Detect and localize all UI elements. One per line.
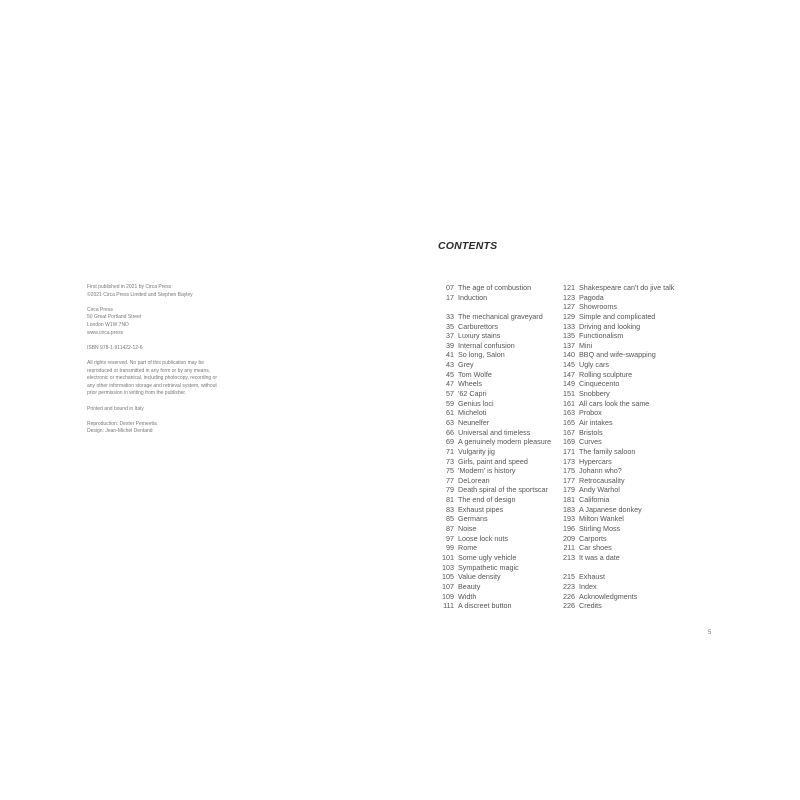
toc-page-number: 135 xyxy=(563,331,575,341)
toc-page-number: 151 xyxy=(563,389,575,399)
toc-entry xyxy=(430,553,551,563)
toc-chapter-title: Beauty xyxy=(458,581,481,591)
toc-page-number: 85 xyxy=(446,514,454,524)
toc-entry xyxy=(551,505,674,515)
toc-entry xyxy=(430,379,551,389)
toc-page-number: 63 xyxy=(446,417,454,427)
imprint-line: Printed and bound in Italy xyxy=(87,405,144,412)
toc-chapter-title: '62 Capri xyxy=(458,389,487,399)
toc-page-number: 45 xyxy=(446,369,454,379)
toc-chapter-title: Carports xyxy=(579,533,607,543)
toc-chapter-title: Germans xyxy=(458,514,488,524)
toc-column-1 xyxy=(430,283,551,611)
toc-page-number: 165 xyxy=(563,417,575,427)
toc-chapter-title: Milton Wankel xyxy=(579,514,624,524)
toc-entry xyxy=(551,283,674,293)
toc-chapter-title: Andy Warhol xyxy=(579,485,620,495)
toc-entry xyxy=(430,360,551,370)
imprint-line: London W1W 7ND xyxy=(87,321,129,328)
toc-chapter-title: Pagoda xyxy=(579,292,604,302)
toc-entry xyxy=(430,563,551,573)
toc-chapter-title: A Japanese donkey xyxy=(579,504,642,514)
toc-entry xyxy=(430,283,551,293)
toc-entry xyxy=(551,466,674,476)
toc-chapter-title: Universal and timeless xyxy=(458,427,531,437)
toc-page-number: 37 xyxy=(446,331,454,341)
toc-entry xyxy=(430,505,551,515)
toc-entry xyxy=(551,389,674,399)
toc-page-number: 101 xyxy=(442,552,454,562)
toc-page-number: 183 xyxy=(563,504,575,514)
toc-chapter-title: Ugly cars xyxy=(579,360,609,370)
imprint-block xyxy=(87,406,237,414)
toc-entry xyxy=(430,418,551,428)
toc-page-number: 215 xyxy=(563,572,575,582)
imprint-line: prior permission in writing from the publisher. xyxy=(87,390,187,397)
toc-page-number: 181 xyxy=(563,495,575,505)
toc-page-number: 33 xyxy=(446,311,454,321)
toc-chapter-title: Cinquecento xyxy=(579,379,620,389)
toc-entry xyxy=(551,408,674,418)
toc-page-number: 81 xyxy=(446,495,454,505)
toc-entry xyxy=(551,592,674,602)
toc-entry xyxy=(551,485,674,495)
toc-chapter-title: Hypercars xyxy=(579,456,612,466)
imprint-block xyxy=(87,284,237,299)
imprint-block xyxy=(87,421,237,436)
toc-entry xyxy=(551,428,674,438)
toc-entry xyxy=(430,582,551,592)
toc-chapter-title: Internal confusion xyxy=(458,340,515,350)
toc-entry xyxy=(551,601,674,611)
toc-page-number: 17 xyxy=(446,292,454,302)
toc-page-number: 133 xyxy=(563,321,575,331)
imprint-line: electronic or mechanical, including photocopy, recording or xyxy=(87,375,217,382)
toc-page-number: 175 xyxy=(563,466,575,476)
toc-entry xyxy=(551,437,674,447)
toc-page-number: 226 xyxy=(563,601,575,611)
imprint-line: ISBN 978-1-911422-12-6 xyxy=(87,344,143,351)
toc-chapter-title: 'Modern' is history xyxy=(458,466,516,476)
toc-page-number: 99 xyxy=(446,543,454,553)
toc-chapter-title: Exhaust xyxy=(579,572,605,582)
toc-entry xyxy=(430,466,551,476)
toc-entry xyxy=(551,322,674,332)
toc-page-number: 213 xyxy=(563,552,575,562)
toc-entry xyxy=(430,350,551,360)
toc-entry xyxy=(430,524,551,534)
toc-entry xyxy=(551,379,674,389)
toc-entry xyxy=(551,331,674,341)
toc-chapter-title: Girls, paint and speed xyxy=(458,456,528,466)
imprint-line: Design: Jean-Michel Dentand xyxy=(87,428,153,435)
contents-heading: CONTENTS xyxy=(438,240,498,252)
toc-entry xyxy=(551,543,674,553)
toc-chapter-title: Air intakes xyxy=(579,417,613,427)
toc-page-number: 226 xyxy=(563,591,575,601)
toc-entry xyxy=(551,563,674,573)
toc-page-number: 167 xyxy=(563,427,575,437)
imprint-line: Reproduction: Dexter Pemeetia xyxy=(87,420,157,427)
toc-entry xyxy=(551,572,674,582)
toc-chapter-title: Driving and looking xyxy=(579,321,641,331)
toc-page-number: 75 xyxy=(446,466,454,476)
toc-page-number: 61 xyxy=(446,408,454,418)
toc-chapter-title: Acknowledgments xyxy=(579,591,638,601)
toc-entry xyxy=(551,457,674,467)
toc-chapter-title: Mini xyxy=(579,340,593,350)
toc-entry xyxy=(430,601,551,611)
toc-entry xyxy=(551,524,674,534)
imprint-page xyxy=(87,284,237,443)
toc-entry xyxy=(430,457,551,467)
toc-page-number: 127 xyxy=(563,302,575,312)
toc-page-number: 111 xyxy=(443,601,454,611)
toc-page-number: 171 xyxy=(563,446,575,456)
toc-entry xyxy=(551,370,674,380)
toc-chapter-title: Luxury stains xyxy=(458,331,501,341)
toc-chapter-title: BBQ and wife-swapping xyxy=(579,350,656,360)
toc-entry xyxy=(430,572,551,582)
toc-page-number: 140 xyxy=(563,350,575,360)
toc-chapter-title: Rolling sculpture xyxy=(579,369,633,379)
toc-page-number: 97 xyxy=(446,533,454,543)
toc-page-number: 109 xyxy=(442,591,454,601)
toc-page-number: 73 xyxy=(446,456,454,466)
toc-page-number: 39 xyxy=(446,340,454,350)
toc-chapter-title: Retrocausality xyxy=(579,475,625,485)
toc-chapter-title: Johann who? xyxy=(579,466,622,476)
toc-page-number: 71 xyxy=(446,446,454,456)
toc-chapter-title: Vulgarity jig xyxy=(458,446,495,456)
toc-page-number: 209 xyxy=(563,533,575,543)
toc-chapter-title: Genius loci xyxy=(458,398,494,408)
toc-column-2 xyxy=(551,283,674,611)
toc-chapter-title: Functionalism xyxy=(579,331,624,341)
toc-entry xyxy=(430,592,551,602)
toc-chapter-title: Exhaust pipes xyxy=(458,504,504,514)
toc-page-number: 121 xyxy=(563,283,575,292)
toc-entry xyxy=(430,408,551,418)
toc-entry xyxy=(551,447,674,457)
toc-page-number: 163 xyxy=(563,408,575,418)
toc-entry xyxy=(430,514,551,524)
imprint-block xyxy=(87,307,237,337)
imprint-line: www.circa.press xyxy=(87,329,124,336)
toc-page-number: 69 xyxy=(446,437,454,447)
toc-chapter-title: Curves xyxy=(579,437,602,447)
toc-chapter-title: Loose lock nuts xyxy=(458,533,508,543)
toc-entry xyxy=(430,437,551,447)
toc-page-number: 07 xyxy=(446,283,454,292)
toc-entry xyxy=(551,553,674,563)
toc-entry xyxy=(430,476,551,486)
toc-chapter-title: Some ugly vehicle xyxy=(458,552,517,562)
toc-entry xyxy=(551,418,674,428)
toc-chapter-title: Wheels xyxy=(458,379,482,389)
toc-page-number: 105 xyxy=(442,572,454,582)
toc-chapter-title: DeLorean xyxy=(458,475,490,485)
toc-entry xyxy=(430,302,551,312)
toc-entry xyxy=(551,514,674,524)
toc-page-number: 177 xyxy=(563,475,575,485)
toc-page-number: 147 xyxy=(563,369,575,379)
toc-chapter-title: Showrooms xyxy=(579,302,617,312)
imprint-line: reproduced or transmitted in any form or by any means, xyxy=(87,367,211,374)
toc-chapter-title: Bristols xyxy=(579,427,603,437)
imprint-line: ©2021 Circa Press Limited and Stephen Bayley xyxy=(87,291,193,298)
toc-page-number: 145 xyxy=(563,360,575,370)
toc-page-number: 223 xyxy=(563,581,575,591)
toc-entry xyxy=(430,312,551,322)
toc-page-number: 66 xyxy=(446,427,454,437)
toc-page-number: 123 xyxy=(563,292,575,302)
toc-page-number: 43 xyxy=(446,360,454,370)
toc-chapter-title: The age of combustion xyxy=(458,283,532,292)
toc-page-number: 169 xyxy=(563,437,575,447)
toc-page-number: 103 xyxy=(442,562,454,572)
imprint-line: Circa Press xyxy=(87,306,113,313)
toc-chapter-title: Induction xyxy=(458,292,488,302)
toc-entry xyxy=(551,293,674,303)
toc-entry xyxy=(551,302,674,312)
toc-page-number: 193 xyxy=(563,514,575,524)
toc-page-number: 83 xyxy=(446,504,454,514)
toc-chapter-title: The end of design xyxy=(458,495,516,505)
toc-chapter-title: Neunelfer xyxy=(458,417,490,427)
toc-chapter-title: Width xyxy=(458,591,477,601)
toc-entry xyxy=(430,389,551,399)
toc-page-number: 149 xyxy=(563,379,575,389)
toc-page-number: 173 xyxy=(563,456,575,466)
imprint-line: First published in 2021 by Circa Press xyxy=(87,284,172,290)
toc-page-number: 59 xyxy=(446,398,454,408)
toc-entry xyxy=(551,476,674,486)
toc-entry xyxy=(551,399,674,409)
toc-entry xyxy=(551,312,674,322)
toc-entry xyxy=(551,360,674,370)
toc-entry xyxy=(551,582,674,592)
toc-chapter-title: Car shoes xyxy=(579,543,612,553)
imprint-block xyxy=(87,345,237,353)
imprint-block xyxy=(87,360,237,398)
imprint-line: 50 Great Portland Street xyxy=(87,314,142,321)
toc-page-number: 47 xyxy=(446,379,454,389)
imprint-line: All rights reserved. No part of this publication may be xyxy=(87,359,204,366)
toc-entry xyxy=(551,350,674,360)
toc-entry xyxy=(430,543,551,553)
toc-chapter-title: A discreet button xyxy=(458,601,512,611)
toc-entry xyxy=(430,428,551,438)
toc-page-number: 87 xyxy=(446,524,454,534)
toc-entry xyxy=(551,534,674,544)
toc-page-number: 179 xyxy=(563,485,575,495)
toc-entry xyxy=(430,331,551,341)
toc-page-number: 57 xyxy=(446,389,454,399)
toc-chapter-title: Snobbery xyxy=(579,389,610,399)
toc-chapter-title: Grey xyxy=(458,360,474,370)
toc-chapter-title: Stirling Moss xyxy=(579,524,621,534)
toc-chapter-title: Index xyxy=(579,581,597,591)
toc-entry xyxy=(430,485,551,495)
toc-chapter-title: Shakespeare can't do jive talk xyxy=(579,283,675,292)
toc-chapter-title: The mechanical graveyard xyxy=(458,311,543,321)
toc-entry xyxy=(551,495,674,505)
toc-chapter-title: So long, Salon xyxy=(458,350,505,360)
toc-chapter-title: A genuinely modern pleasure xyxy=(458,437,552,447)
toc-entry xyxy=(430,399,551,409)
toc-entry xyxy=(551,341,674,351)
toc-page-number: 211 xyxy=(563,543,575,553)
imprint-line: any other information storage and retrieval system, without xyxy=(87,382,217,389)
toc-chapter-title: Carburettors xyxy=(458,321,498,331)
toc-chapter-title: Rome xyxy=(458,543,478,553)
toc-page-number: 77 xyxy=(446,475,454,485)
toc-chapter-title: The family saloon xyxy=(579,446,636,456)
toc-entry xyxy=(430,322,551,332)
toc-page-number: 129 xyxy=(563,311,575,321)
toc-page-number: 196 xyxy=(563,524,575,534)
toc-chapter-title: Sympathetic magic xyxy=(458,562,519,572)
toc-chapter-title: All cars look the same xyxy=(579,398,650,408)
toc-page-number: 137 xyxy=(563,340,575,350)
toc-chapter-title: Simple and complicated xyxy=(579,311,656,321)
toc-chapter-title: Death spiral of the sportscar xyxy=(458,485,548,495)
toc-chapter-title: Noise xyxy=(458,524,477,534)
toc-chapter-title: Credits xyxy=(579,601,602,611)
toc-page-number: 41 xyxy=(446,350,454,360)
page-number: 5 xyxy=(708,630,712,636)
toc-page-number: 161 xyxy=(563,398,575,408)
toc-entry xyxy=(430,341,551,351)
toc-chapter-title: Tom Wolfe xyxy=(458,369,492,379)
toc-entry xyxy=(430,534,551,544)
toc-page-number: 79 xyxy=(446,485,454,495)
toc-chapter-title: Micheloti xyxy=(458,408,487,418)
toc-entry xyxy=(430,495,551,505)
toc-entry xyxy=(430,447,551,457)
toc-page-number: 35 xyxy=(446,321,454,331)
toc-entry xyxy=(430,293,551,303)
toc-chapter-title: It was a date xyxy=(579,552,620,562)
toc-chapter-title: California xyxy=(579,495,610,505)
toc-chapter-title: Probox xyxy=(579,408,602,418)
toc-chapter-title: Value density xyxy=(458,572,501,582)
toc-entry xyxy=(430,370,551,380)
toc-page-number: 107 xyxy=(442,581,454,591)
